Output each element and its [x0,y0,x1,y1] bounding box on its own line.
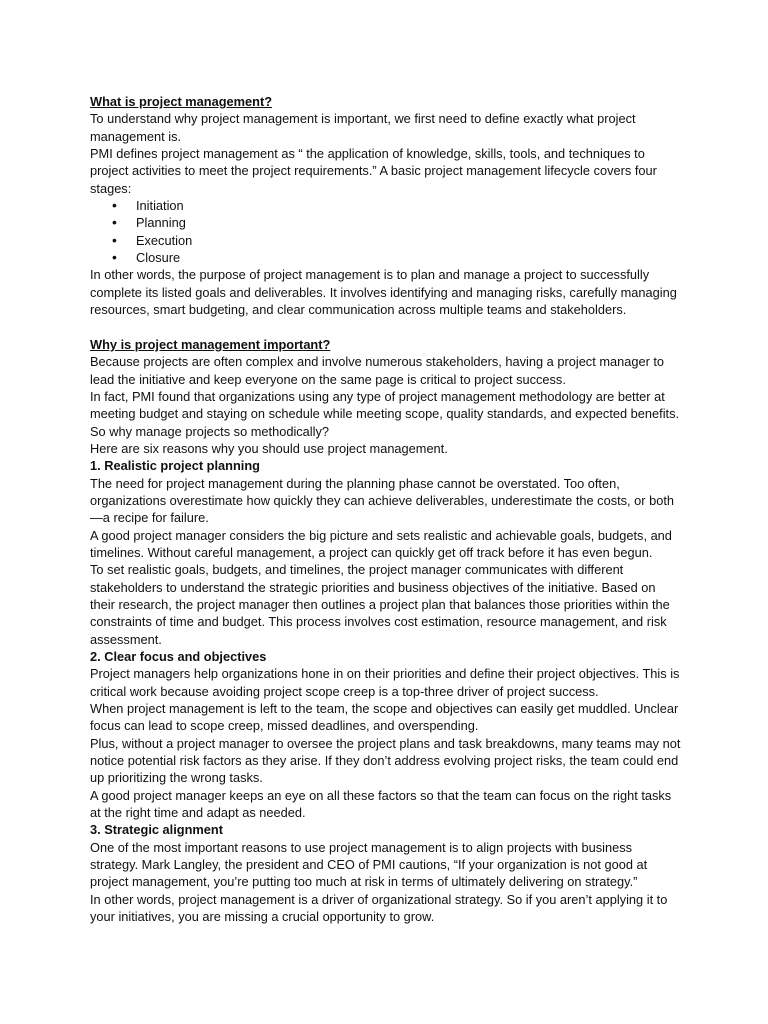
blank-line [90,318,682,335]
paragraph: A good project manager considers the big picture and sets realistic and achievable goals, budgets, and timelines. Without careful management, a project can quickly get off track before it has even begun. [90,527,672,560]
paragraph: Plus, without a project manager to oversee the project plans and task breakdowns, many teams may not notice potential risk factors as they arise. If they don’t address evolving project risks, the team could end up prioritizing the wrong tasks. [90,735,681,786]
paragraph: Because projects are often complex and involve numerous stakeholders, having a project manager to lead the initiative and keep everyone on the same page is critical to project success. [90,354,665,387]
list-item: • Closure [90,249,682,266]
section-heading-what-is: What is project management? [90,94,273,109]
reason-heading-strategic-alignment: 3. Strategic alignment [90,822,223,838]
paragraph: To set realistic goals, budgets, and timelines, the project manager communicates with different stakeholders to understand the strategic priorities and business objectives of the initiative. Based on their research, the project manager then outlines a project plan that balances those priorities within the constraints of time and budget. This process involves cost estimation, resource management, and risk assessment. [90,562,670,647]
paragraph: PMI defines project management as “ the application of knowledge, skills, tools, and techniques to project activities to meet the project requirements.” A basic project management lifecycle covers four stages: [90,146,657,196]
paragraph: One of the most important reasons to use project management is to align projects with business strategy. Mark Langley, the president and CEO of PMI cautions, “If your organization is not good at project management, you’re putting too much at risk in terms of ultimately delivering on strategy.” [90,839,648,890]
paragraph: In fact, PMI found that organizations using any type of project management methodology are better at meeting budget and staying on schedule while meeting scope, quality standards, and expected benefits. [90,388,680,422]
paragraph: When project management is left to the team, the scope and objectives can easily get muddled. Unclear focus can lead to scope creep, missed deadlines, and overspending. [90,701,679,734]
paragraph: So why manage projects so methodically? [90,423,329,439]
lifecycle-stages-list [90,197,682,266]
paragraph: Here are six reasons why you should use project management. [90,440,448,456]
document-page [90,93,682,926]
section-heading-why-important: Why is project management important? [90,336,331,352]
reason-heading-clear-focus: 2. Clear focus and objectives [90,649,267,664]
list-item: • Initiation [90,197,682,214]
paragraph: A good project manager keeps an eye on all these factors so that the team can focus on the right tasks at the right time and adapt as needed. [90,787,672,821]
paragraph: In other words, project management is a driver of organizational strategy. So if you aren’t applying it to your initiatives, you are missing a crucial opportunity to grow. [90,891,668,925]
paragraph: To understand why project management is important, we first need to define exactly what project management is. [90,111,636,144]
list-item: • Planning [90,214,682,231]
paragraph: The need for project management during the planning phase cannot be overstated. Too often, organizations overestimate how quickly they can achieve deliverables, underestimate the costs, or both —a recipe for failure. [90,475,674,526]
paragraph: Project managers help organizations hone in on their priorities and define their project objectives. This is critical work because avoiding project scope creep is a top-three driver of project success. [90,666,680,699]
reason-heading-realistic-planning: 1. Realistic project planning [90,458,260,474]
list-item: • Execution [90,232,682,249]
paragraph: In other words, the purpose of project management is to plan and manage a project to successfully complete its listed goals and deliverables. It involves identifying and managing risks, carefully managing resources, smart budgeting, and clear communication across multiple teams and stakeholders. [90,267,677,318]
